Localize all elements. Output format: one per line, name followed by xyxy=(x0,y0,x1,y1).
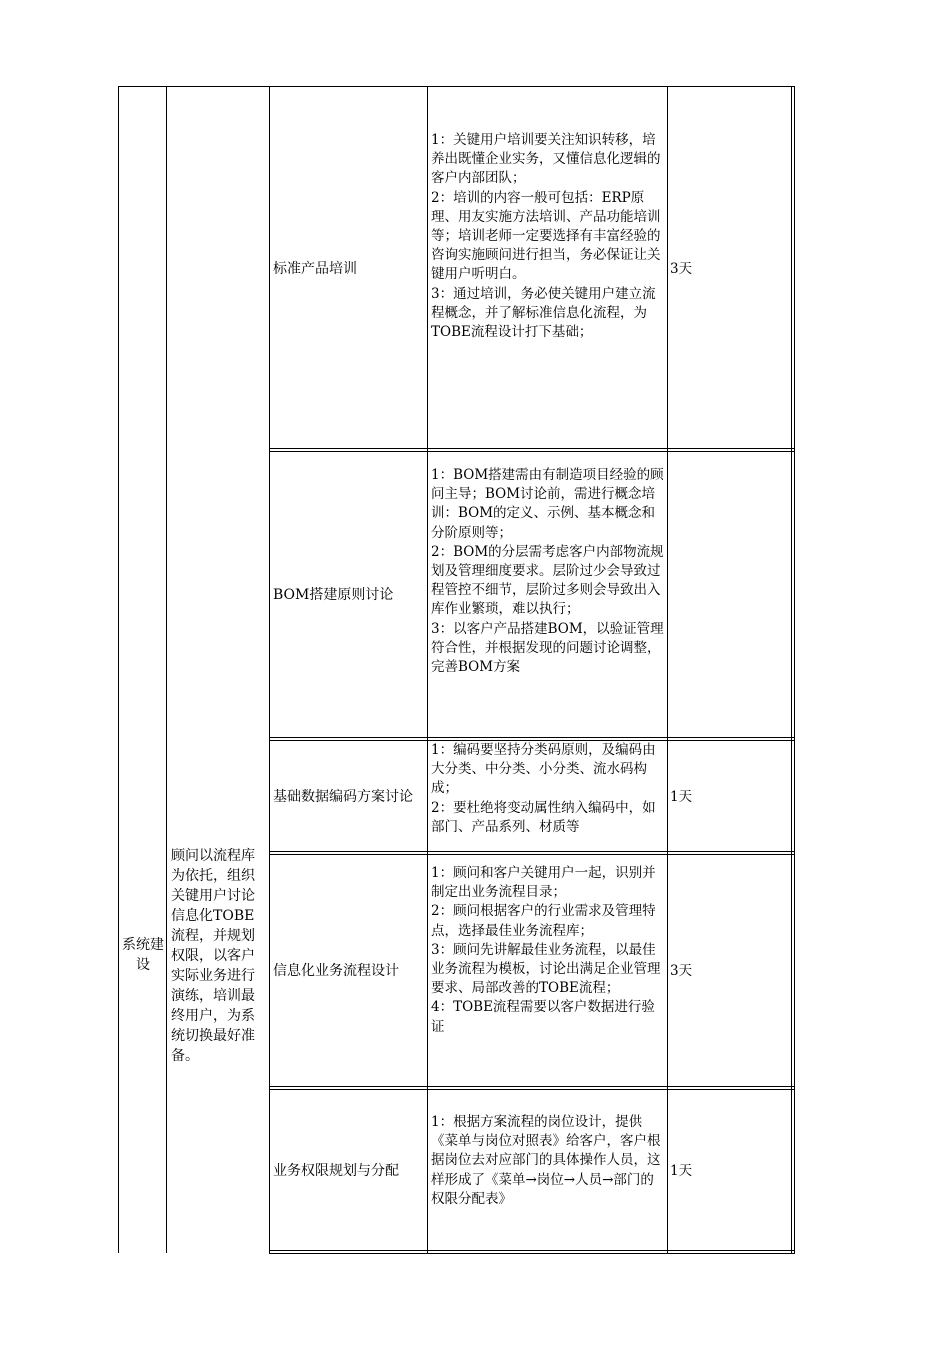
detail-cell: 1：顾问和客户关键用户一起，识别并制定出业务流程目录； 2：顾问根据客户的行业需求及管理特点，选择最佳业务流程库； 3：顾问先讲解最佳业务流程，以最佳业务流程为模板，讨论出满足企业管理要求、局部改善的TOBE流程； 4：TOBE流程需要以客户数据进行验证 xyxy=(431,865,661,1035)
detail-cell: 1：BOM搭建需由有制造项目经验的顾问主导；BOM讨论前，需进行概念培训：BOM的定义、示例、基本概念和分阶原则等； 2：BOM的分层需考虑客户内部物流规划及管理细度要求。层阶过少会导致过程管控不细节，层阶过多则会导致出入库作业繁琐，难以执行； 3：以客户产品搭建BOM，以验证管理符合性，并根据发现的问题讨论调整，完善BOM方案 xyxy=(431,467,664,676)
duration-cell: 1天 xyxy=(670,1163,693,1179)
goal-cell: 顾问以流程库为依托，组织关键用户讨论信息化TOBE流程，并规划权限，以客户实际业务进行演练，培训最终用户，为系统切换最好准备。 xyxy=(171,848,255,1064)
task-cell: 业务权限规划与分配 xyxy=(273,1163,399,1179)
task-cell: BOM搭建原则讨论 xyxy=(273,587,394,603)
duration-cell: 1天 xyxy=(670,789,693,805)
stage-cell: 系统建设 xyxy=(122,937,164,973)
task-cell: 标准产品培训 xyxy=(273,261,357,277)
task-cell: 基础数据编码方案讨论 xyxy=(273,789,413,805)
duration-cell: 3天 xyxy=(670,261,693,277)
detail-cell: 1：编码要坚持分类码原则，及编码由大分类、中分类、小分类、流水码构成； 2：要杜绝将变动属性纳入编码中，如部门、产品系列、材质等 xyxy=(431,742,656,835)
detail-cell: 1：关键用户培训要关注知识转移，培养出既懂企业实务，又懂信息化逻辑的客户内部团队； 2：培训的内容一般可包括：ERP原理、用友实施方法培训、产品功能培训等；培训老师一定要选择有丰富经验的咨询实施顾问进行担当，务必保证让关键用户听明白。 3：通过培训，务必使关键用户建立流程概念，并了解标准信息化流程，为TOBE流程设计打下基础； xyxy=(431,132,661,341)
detail-cell: 1：根据方案流程的岗位设计，提供《菜单与岗位对照表》给客户，客户根据岗位去对应部门的具体操作人员，这样形成了《菜单→岗位→人员→部门的权限分配表》 xyxy=(431,1114,661,1207)
duration-cell: 3天 xyxy=(670,963,693,979)
task-cell: 信息化业务流程设计 xyxy=(273,963,399,979)
